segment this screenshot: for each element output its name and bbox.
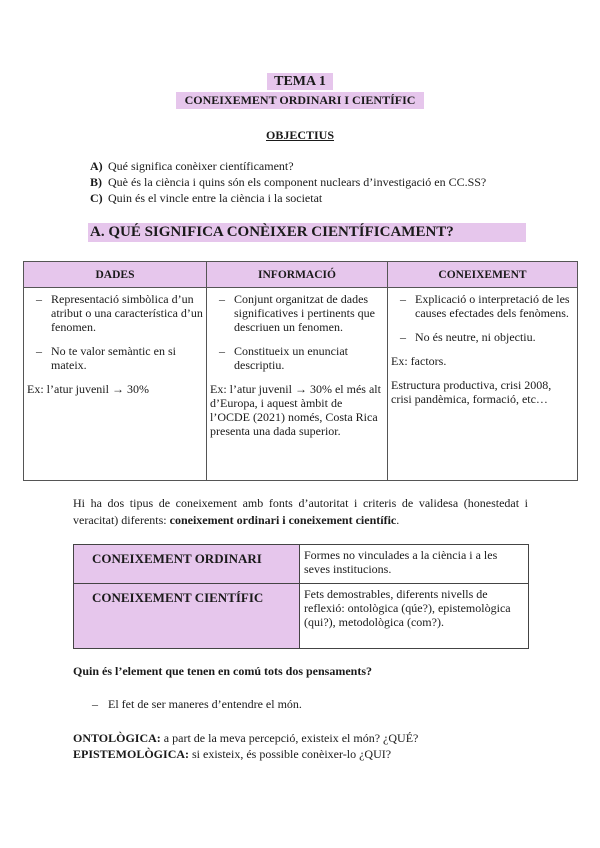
description-ordinari: Formes no vinculades a la ciència i a les seves institucions. xyxy=(300,545,529,584)
list-item: – No te valor semàntic en si mateix. xyxy=(27,344,203,372)
definitions-block xyxy=(73,730,553,762)
objective-item xyxy=(90,174,570,190)
item-text: Constitueix un enunciat descriptiu. xyxy=(234,344,348,372)
list-item: – Explicació o interpretació de les causes efectades dels fenòmens. xyxy=(391,292,574,320)
table-row xyxy=(74,584,529,649)
dades-info-coneixement-table xyxy=(23,261,578,481)
description-cientific: Fets demostrables, diferents nivells de reflexió: ontològica (qúe?), epistemològica (qui?), metodològica (com?). xyxy=(300,584,529,649)
list-item: – Constitueix un enunciat descriptiu. xyxy=(210,344,384,372)
epistemologica-label: EPISTEMOLÒGICA: xyxy=(73,747,190,761)
ontologica-text: a part de la meva percepció, existeix el món? ¿QUÉ? xyxy=(160,731,419,745)
example-text: Ex: l’atur juvenil → 30% el més alt d’Europa, i aquest àmbit de l’OCDE (2021) només, Costa Rica presenta una dada superior. xyxy=(210,382,381,438)
objective-item xyxy=(90,190,570,206)
cell-coneixement xyxy=(388,288,578,481)
section-a-heading: A. QUÉ SIGNIFICA CONÈIXER CIENTÍFICAMENT? xyxy=(88,223,526,242)
objective-text: Què és la ciència i quins són els component nuclears d’investigació en CC.SS? xyxy=(108,175,487,189)
label-ordinari: CONEIXEMENT ORDINARI xyxy=(74,545,300,584)
item-text: Representació simbòlica d’un atribut o una característica d’un fenomen. xyxy=(51,292,203,334)
paragraph-end: . xyxy=(396,513,400,527)
objective-text: Qué significa conèixer científicament? xyxy=(108,159,294,173)
item-text: Conjunt organitzat de dades significatives i pertinents que descriuen un fenomen. xyxy=(234,292,375,334)
objective-text: Quin és el vincle entre la ciència i la societat xyxy=(108,191,323,205)
example-extra-text: Estructura productiva, crisi 2008, crisi pandèmica, formació, etc… xyxy=(391,378,552,406)
example-text: Ex: l’atur juvenil → 30% xyxy=(27,382,149,396)
header-coneixement: CONEIXEMENT xyxy=(388,262,578,288)
objective-letter: B) xyxy=(90,175,102,189)
common-element-question: Quin és l’element que tenen en comú tots dos pensaments? xyxy=(73,664,372,678)
list-item: – No és neutre, ni objectiu. xyxy=(391,330,574,344)
list-item: – Representació simbòlica d’un atribut o una característica d’un fenomen. xyxy=(36,292,203,334)
list-item: – Conjunt organitzat de dades significatives i pertinents que descriuen un fenomen. xyxy=(210,292,384,334)
ontologica-label: ONTOLÒGICA: xyxy=(73,731,161,745)
table-row xyxy=(74,545,529,584)
ontologica-line xyxy=(73,730,553,746)
objectives-heading: OBJECTIUS xyxy=(265,128,335,142)
epistemologica-line xyxy=(73,746,553,762)
paragraph-bold-text: coneixement ordinari i coneixement científic xyxy=(169,513,397,527)
answer-text: El fet de ser maneres d’entendre el món. xyxy=(108,697,302,711)
objective-letter: A) xyxy=(90,159,103,173)
item-text: No és neutre, ni objectiu. xyxy=(415,330,536,344)
header-dades: DADES xyxy=(24,262,207,288)
example-text: Ex: factors. xyxy=(391,354,447,368)
page-subtitle: CONEIXEMENT ORDINARI I CIENTÍFIC xyxy=(176,92,424,109)
topic-title: TEMA 1 xyxy=(267,73,333,90)
cell-dades xyxy=(24,288,207,481)
objectives-list xyxy=(90,158,570,206)
knowledge-types-table xyxy=(73,544,529,649)
item-text: No te valor semàntic en si mateix. xyxy=(51,344,176,372)
knowledge-types-paragraph xyxy=(73,495,528,529)
header-informacio: INFORMACIÓ xyxy=(207,262,388,288)
objective-item xyxy=(90,158,570,174)
epistemologica-text: si existeix, és possible conèixer-lo ¿QUI? xyxy=(189,747,392,761)
paragraph-text: Hi ha dos tipus de coneixement amb fonts d’autoritat i criteris de validesa (honestedat i veracitat) diferents: xyxy=(73,496,528,527)
cell-informacio xyxy=(207,288,388,481)
objective-letter: C) xyxy=(90,191,103,205)
label-cientific: CONEIXEMENT CIENTÍFIC xyxy=(74,584,300,649)
item-text: Explicació o interpretació de les causes efectades dels fenòmens. xyxy=(415,292,570,320)
common-element-answer: – El fet de ser maneres d’entendre el món. xyxy=(92,697,302,711)
